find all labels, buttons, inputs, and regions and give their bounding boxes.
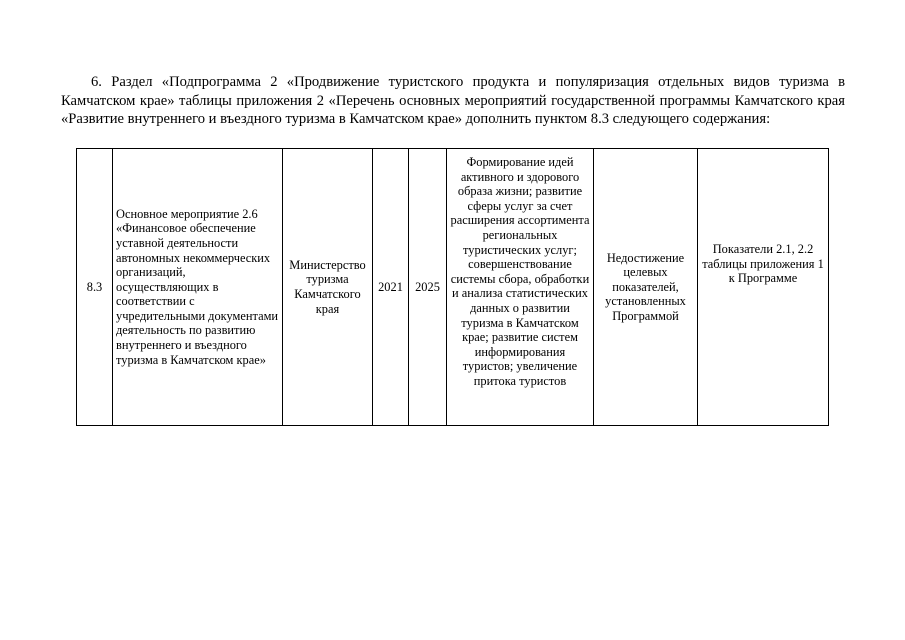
consequences-cell: Недостижение целевых показателей, установленных Программой (594, 149, 698, 426)
start-year-cell: 2021 (373, 149, 409, 426)
expected-result-cell: Формирование идей активного и здорового образа жизни; развитие сферы услуг за счет расширения ассортимента региональных туристических услуг; совершенствование системы сбора, обработки и анализа статистических данных о развитии туризма в Камчатском крае; развитие систем информирования туристов; увеличение притока туристов (447, 149, 594, 426)
activities-table (76, 148, 829, 426)
end-year-cell: 2025 (409, 149, 447, 426)
executor-cell: Министерство туризма Камчатского края (283, 149, 373, 426)
table-row (77, 149, 829, 426)
intro-paragraph: 6. Раздел «Подпрограмма 2 «Продвижение туристского продукта и популяризация отдельных видов туризма в Камчатском крае» таблицы приложения 2 «Перечень основных мероприятий государственной программы Камчатского края «Развитие внутреннего и въездного туризма в Камчатском крае» дополнить пунктом 8.3 следующего содержания: (61, 74, 845, 127)
activity-cell: Основное мероприятие 2.6 «Финансовое обеспечение уставной деятельности автономных некоммерческих организаций, осуществляющих в соответствии с учредительными документами деятельность по развитию внутреннего и въездного туризма в Камчатском крае» (113, 149, 283, 426)
indicators-cell: Показатели 2.1, 2.2 таблицы приложения 1 к Программе (698, 149, 829, 426)
row-number-cell: 8.3 (77, 149, 113, 426)
